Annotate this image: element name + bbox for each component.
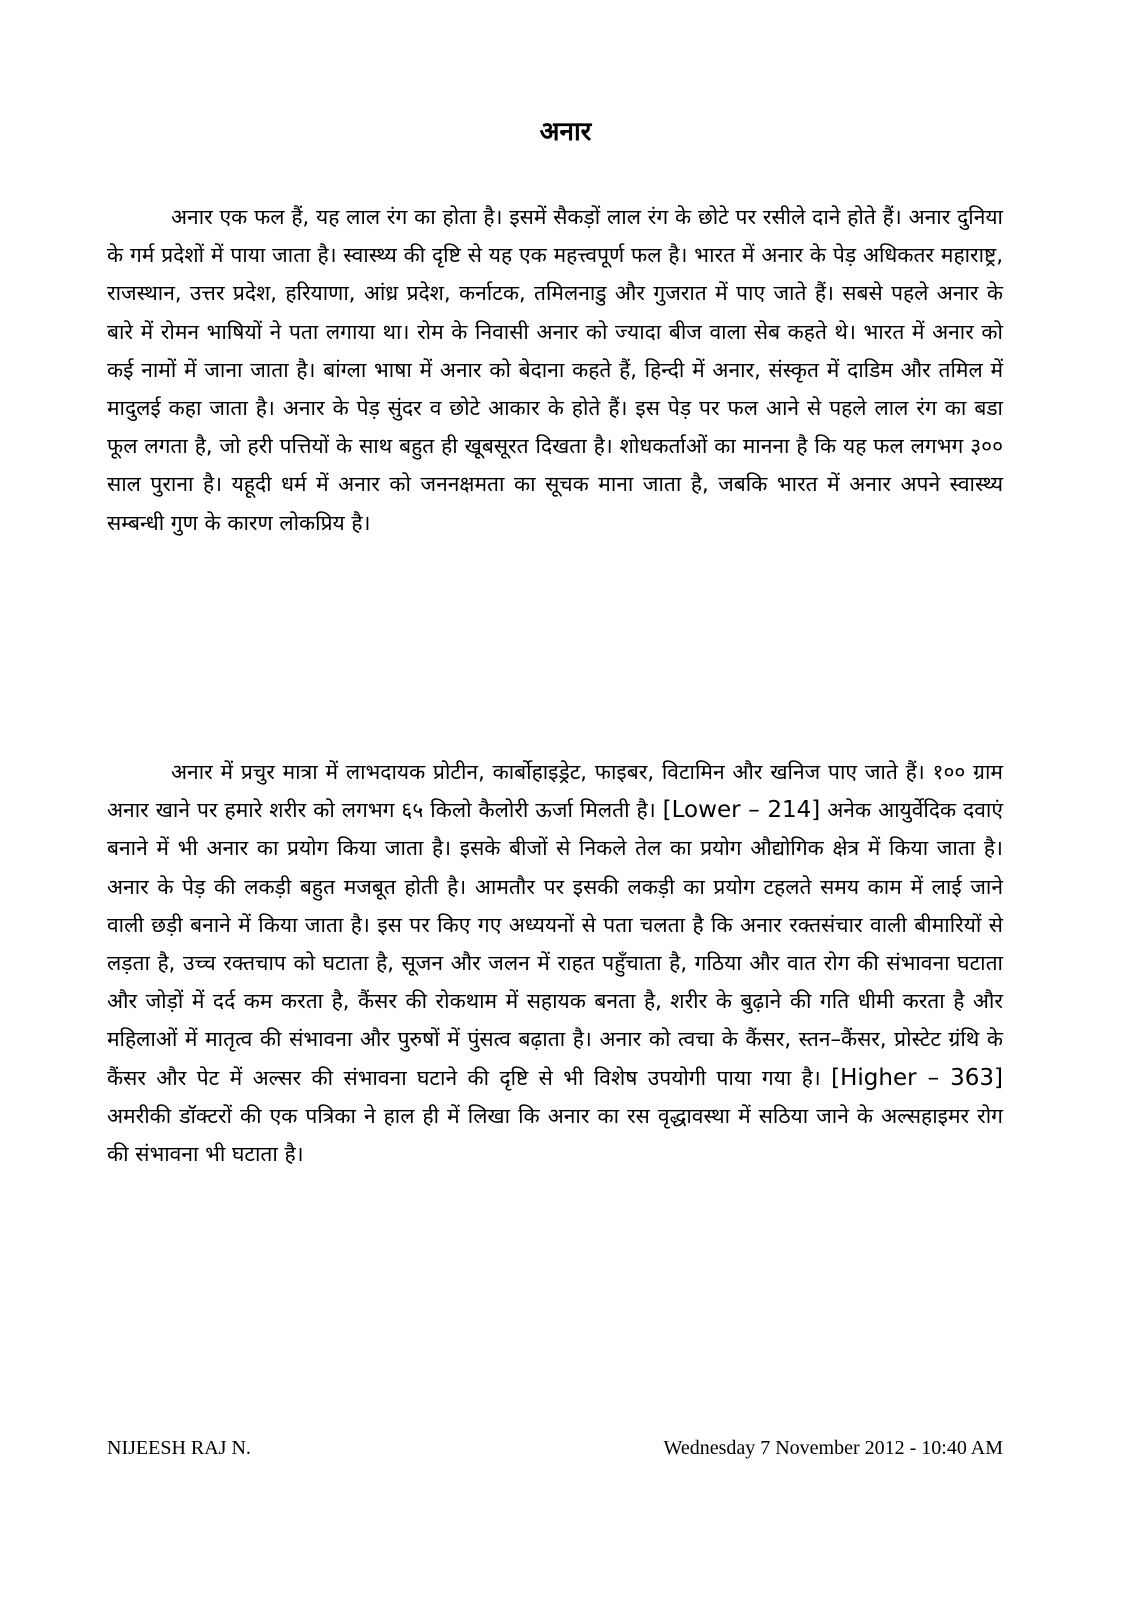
paragraph-nutrition-text-end: अमरीकी डॉक्टरों की एक पत्रिका ने हाल ही में लिखा कि अनार का रस वृद्धावस्था में सठिया जाने के अल्सहाइमर रोग की संभावना भी घटाता है। bbox=[107, 1103, 1003, 1167]
footer-datetime: Wednesday 7 November 2012 - 10:40 AM bbox=[663, 1437, 1003, 1459]
paragraph-nutrition-text-start: अनार में प्रचुर मात्रा में लाभदायक प्रोटीन, कार्बोहाइड्रेट, फाइबर, विटामिन और खनिज पाए जाते हैं। १०० ग्राम अनार खाने पर हमारे शरीर को लगभग ६५ किलो कैलोरी ऊर्जा मिलती है। bbox=[107, 760, 1003, 823]
reference-lower: [Lower – 214] bbox=[662, 797, 821, 824]
paragraph-intro bbox=[107, 198, 1003, 542]
paragraph-intro-text: अनार एक फल हैं, यह लाल रंग का होता है। इसमें सैकड़ों लाल रंग के छोटे पर रसीले दाने होते हैं। अनार दुनिया के गर्म प्रदेशों में पाया जाता है। स्वास्थ्य की दृष्टि से यह एक महत्त्वपूर्ण फल है। भारत में अनार के पेड़ अधिकतर महाराष्ट्र, राजस्थान, उत्तर प्रदेश, हरियाणा, आंध्र प्रदेश, कर्नाटक, तमिलनाडु और गुजरात में पाए जाते हैं। सबसे पहले अनार के बारे में रोमन भाषियों ने पता लगाया था। रोम के निवासी अनार को ज्यादा बीज वाला सेब कहते थे। भारत में अनार को कई नामों में जाना जाता है। बांग्ला भाषा में अनार को बेदाना कहते हैं, हिन्दी में अनार, संस्कृत में दाडिम और तमिल में मादुलई कहा जाता है। अनार के पेड़ सुंदर व छोटे आकार के होते हैं। इस पेड़ पर फल आने से पहले लाल रंग का बडा फूल लगता है, जो हरी पत्तियों के साथ बहुत ही खूबसूरत दिखता है। शोधकर्ताओं का मानना है कि यह फल लगभग ३०० साल पुराना है। यहूदी धर्म में अनार को जननक्षमता का सूचक माना जाता है, जबकि भारत में अनार अपने स्वास्थ्य सम्बन्धी गुण के कारण लोकप्रिय है। bbox=[107, 205, 1003, 535]
paragraph-nutrition-text-middle: अनेक आयुर्वेदिक दवाएं बनाने में भी अनार का प्रयोग किया जाता है। इसके बीजों से निकले तेल का प्रयोग औद्योगिक क्षेत्र में किया जाता है। अनार के पेड़ की लकड़ी बहुत मजबूत होती है। आमतौर पर इसकी लकड़ी का प्रयोग टहलते समय काम में लाई जाने वाली छड़ी बनाने में किया जाता है। इस पर किए गए अध्ययनों से पता चलता है कि अनार रक्तसंचार वाली बीमारियों से लड़ता है, उच्च रक्तचाप को घटाता है, सूजन और जलन में राहत पहुँचाता है, गठिया और वात रोग की संभावना घटाता और जोड़ों में दर्द कम करता है, कैंसर की रोकथाम में सहायक बनता है, शरीर के बुढ़ाने की गति धीमी करता है और महिलाओं में मातृत्व की संभावना और पुरुषों में पुंसत्व बढ़ाता है। अनार को त्वचा के कैंसर, स्तन–कैंसर, प्रोस्टेट ग्रंथि के कैंसर और पेट में अल्सर की संभावना घटाने की दृष्टि से भी विशेष उपयोगी पाया गया है। bbox=[107, 798, 1003, 1090]
paragraph-nutrition bbox=[107, 753, 1003, 1173]
document-title: अनार bbox=[539, 117, 592, 147]
reference-higher: [Higher – 363] bbox=[831, 1064, 1003, 1091]
footer-author: NIJEESH RAJ N. bbox=[107, 1437, 251, 1459]
